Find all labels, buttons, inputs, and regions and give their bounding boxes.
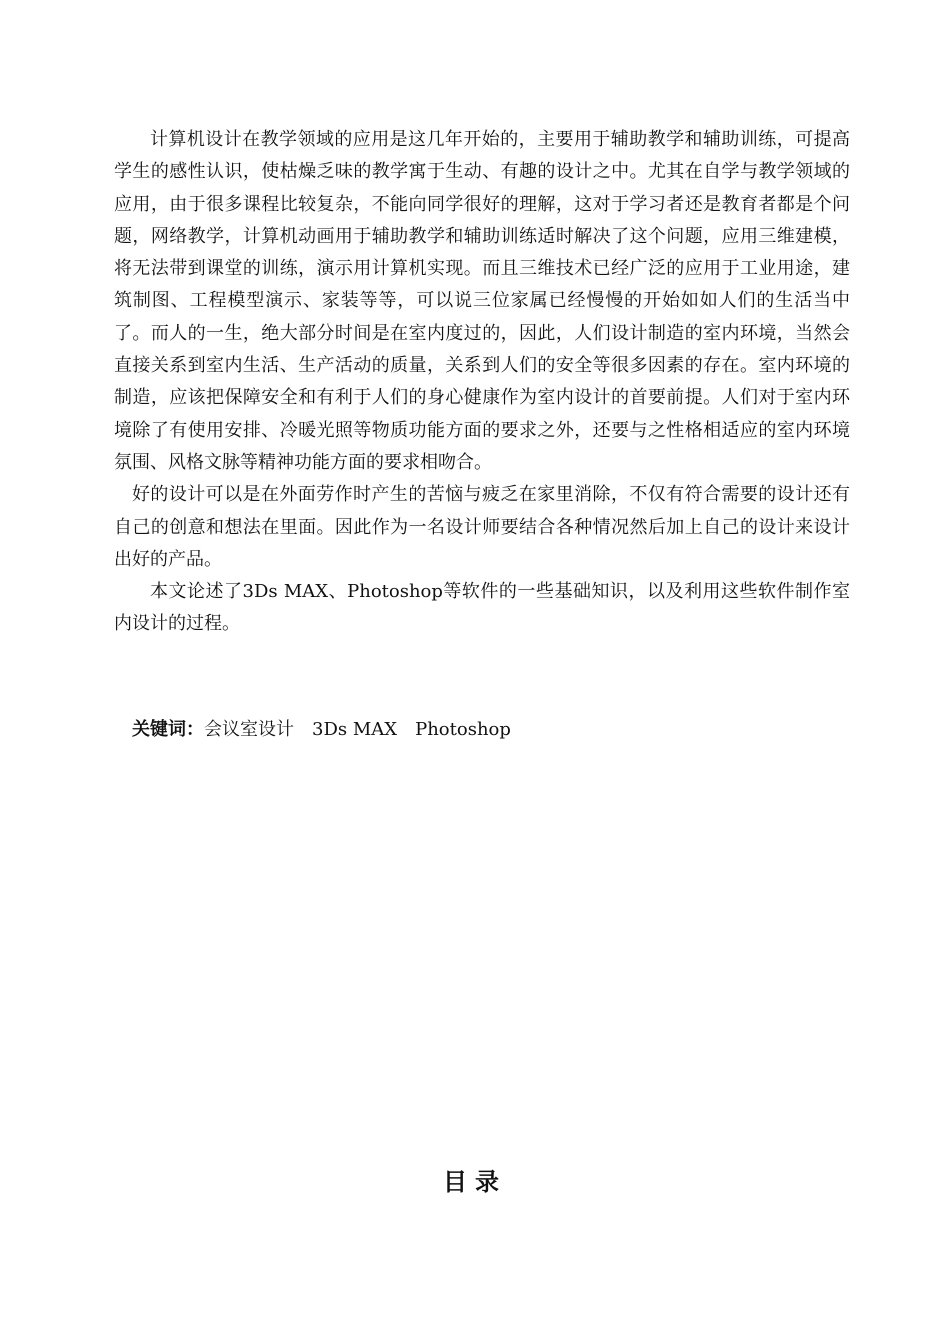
keywords-label: 关键词：	[132, 719, 204, 740]
keywords-line	[132, 716, 511, 744]
abstract-paragraph-1: 计算机设计在教学领域的应用是这几年开始的，主要用于辅助教学和辅助训练，可提高学生的感性认识，使枯燥乏味的教学寓于生动、有趣的设计之中。尤其在自学与教学领域的应用，由于很多课程比较复杂，不能向同学很好的理解，这对于学习者还是教育者都是个问题，网络教学，计算机动画用于辅助教学和辅助训练适时解决了这个问题，应用三维建模，将无法带到课堂的训练，演示用计算机实现。而且三维技术已经广泛的应用于工业用途，建筑制图、工程模型演示、家装等等，可以说三位家属已经慢慢的开始如如人们的生活当中了。而人的一生，绝大部分时间是在室内度过的，因此，人们设计制造的室内环境，当然会直接关系到室内生活、生产活动的质量，关系到人们的安全等很多因素的存在。室内环境的制造，应该把保障安全和有利于人们的身心健康作为室内设计的首要前提。人们对于室内环境除了有使用安排、冷暖光照等物质功能方面的要求之外，还要与之性格相适应的室内环境氛围、风格文脉等精神功能方面的要求相吻合。	[114, 129, 850, 473]
abstract-body	[114, 124, 850, 641]
keyword-item-3: Photoshop	[415, 719, 511, 740]
abstract-paragraph-3: 本文论述了3Ds MAX、Photoshop等软件的一些基础知识，以及利用这些软件制作室内设计的过程。	[114, 581, 850, 635]
keyword-item-2: 3Ds MAX	[312, 719, 398, 740]
keyword-item-1: 会议室设计	[204, 719, 294, 740]
abstract-paragraph-2: 好的设计可以是在外面劳作时产生的苦恼与疲乏在家里消除，不仅有符合需要的设计还有自己的创意和想法在里面。因此作为一名设计师要结合各种情况然后加上自己的设计来设计出好的产品。	[114, 484, 850, 570]
toc-heading: 目录	[443, 1168, 507, 1196]
